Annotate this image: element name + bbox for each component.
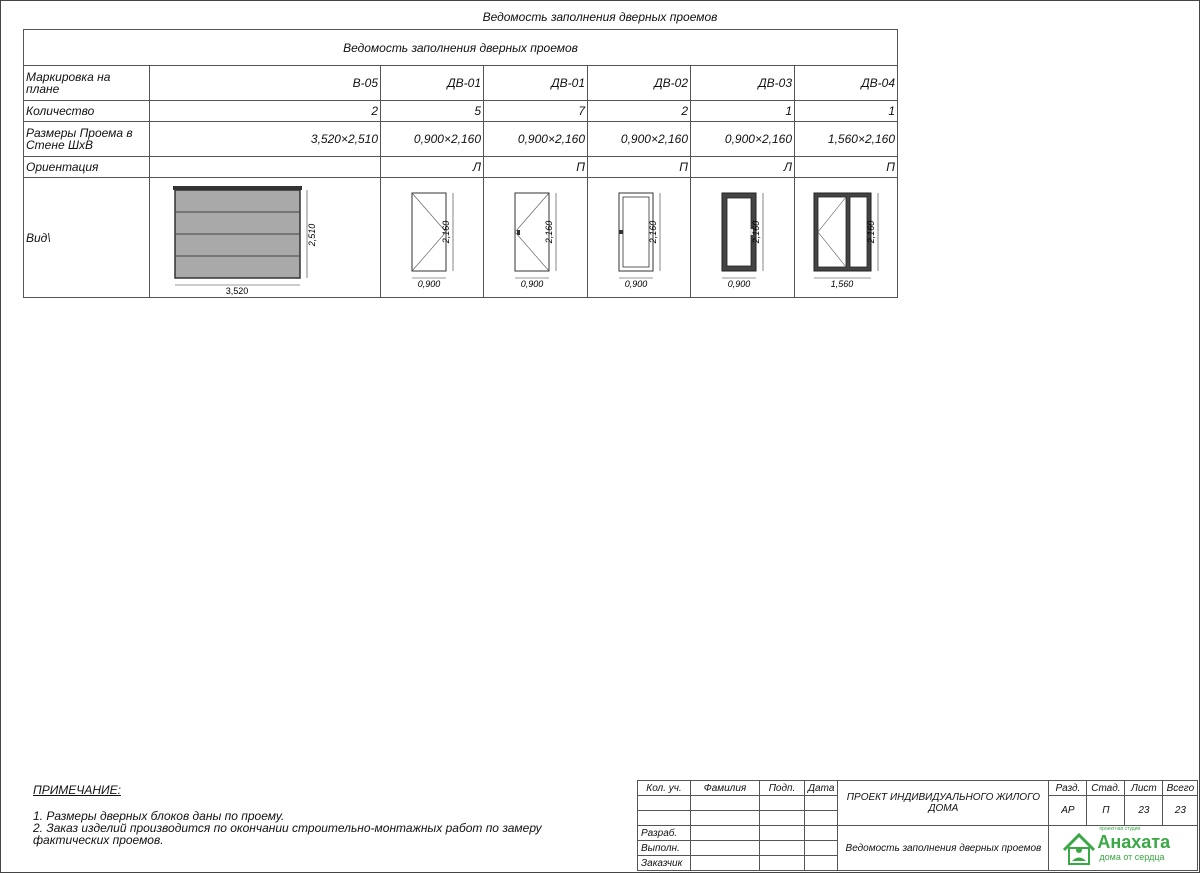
row-label-view: Вид\ xyxy=(24,178,150,298)
dim-height: 2,160 xyxy=(544,220,554,243)
meta-header: Всего xyxy=(1163,781,1198,796)
row-label-qty: Количество xyxy=(24,101,150,122)
view-door xyxy=(691,178,795,298)
cell-orient xyxy=(150,157,381,178)
stamp-col-header: Фамилия xyxy=(691,781,760,796)
note-line: фактических проемов. xyxy=(33,833,164,847)
stamp-col-header: Дата xyxy=(805,781,838,796)
cell-mark: В-05 xyxy=(150,66,381,101)
page-title: Ведомость заполнения дверных проемов xyxy=(482,10,718,24)
cell-qty: 1 xyxy=(795,101,898,122)
stamp-role: Заказчик xyxy=(638,856,691,871)
cell-orient: Л xyxy=(691,157,795,178)
meta-value: АР xyxy=(1049,796,1087,826)
cell-qty: 5 xyxy=(381,101,484,122)
cell-size: 0,900×2,160 xyxy=(588,122,691,157)
dim-height: 2,160 xyxy=(648,220,658,243)
cell-orient: П xyxy=(484,157,588,178)
project-name: ПРОЕКТ ИНДИВИДУАЛЬНОГО ЖИЛОГО ДОМА xyxy=(838,781,1049,826)
logo xyxy=(1049,826,1198,871)
note-line: 2. Заказ изделий производится по окончании строительно-монтажных работ по замеру xyxy=(33,821,542,835)
stamp-role: Выполн. xyxy=(638,841,691,856)
meta-header: Лист xyxy=(1125,781,1163,796)
view-door xyxy=(484,178,588,298)
door-drawing xyxy=(486,180,585,296)
cell-size: 1,560×2,160 xyxy=(795,122,898,157)
door-drawing xyxy=(383,180,481,296)
view-door xyxy=(795,178,898,298)
dim-width: 0,900 xyxy=(520,278,544,289)
logo-tagline: проектная студия xyxy=(1099,826,1141,832)
house-logo-icon xyxy=(1061,830,1097,866)
cell-mark: ДВ-03 xyxy=(691,66,795,101)
dim-width: 0,900 xyxy=(417,278,441,289)
cell-orient: П xyxy=(588,157,691,178)
title-block xyxy=(637,780,1198,871)
row-label-mark: Маркировка на плане xyxy=(24,66,150,101)
logo-slogan: дома от сердца xyxy=(1099,852,1165,862)
note-line: 1. Размеры дверных блоков даны по проему. xyxy=(33,809,285,823)
cell-size: 0,900×2,160 xyxy=(691,122,795,157)
door-drawing xyxy=(797,180,895,296)
dim-height: 2,160 xyxy=(441,220,451,243)
row-label-orient: Ориентация xyxy=(24,157,150,178)
cell-orient: Л xyxy=(381,157,484,178)
notes-title: ПРИМЕЧАНИЕ: xyxy=(33,783,121,797)
dim-height: 2,160 xyxy=(866,220,876,243)
row-label-size: Размеры Проема в Стене ШхВ xyxy=(24,122,150,157)
cell-size: 0,900×2,160 xyxy=(381,122,484,157)
door-drawing xyxy=(590,180,688,296)
meta-value: П xyxy=(1087,796,1125,826)
door-drawing xyxy=(693,180,792,296)
stamp-role: Разраб. xyxy=(638,826,691,841)
dim-width: 3,520 xyxy=(225,285,249,296)
meta-header: Стад. xyxy=(1087,781,1125,796)
stamp-col-header: Кол. уч. xyxy=(638,781,691,796)
logo-name: Анахата xyxy=(1097,832,1171,852)
cell-size: 0,900×2,160 xyxy=(484,122,588,157)
cell-size: 3,520×2,510 xyxy=(150,122,381,157)
cell-mark: ДВ-01 xyxy=(381,66,484,101)
cell-orient: П xyxy=(795,157,898,178)
door-schedule-table xyxy=(23,29,898,298)
view-garage-door xyxy=(150,178,381,298)
table-header: Ведомость заполнения дверных проемов xyxy=(24,30,898,66)
dim-height: 2,160 xyxy=(751,220,761,243)
meta-value: 23 xyxy=(1163,796,1198,826)
view-door xyxy=(588,178,691,298)
sheet-title: Ведомость заполнения дверных проемов xyxy=(838,826,1049,871)
garage-door-drawing xyxy=(152,180,378,296)
cell-qty: 2 xyxy=(150,101,381,122)
cell-mark: ДВ-04 xyxy=(795,66,898,101)
dim-width: 0,900 xyxy=(624,278,648,289)
dim-width: 0,900 xyxy=(727,278,751,289)
notes xyxy=(33,784,542,846)
view-door xyxy=(381,178,484,298)
cell-qty: 2 xyxy=(588,101,691,122)
meta-header: Разд. xyxy=(1049,781,1087,796)
dim-height: 2,510 xyxy=(307,223,317,246)
cell-mark: ДВ-01 xyxy=(484,66,588,101)
stamp-col-header: Подп. xyxy=(760,781,805,796)
meta-value: 23 xyxy=(1125,796,1163,826)
dim-width: 1,560 xyxy=(830,278,854,289)
cell-mark: ДВ-02 xyxy=(588,66,691,101)
cell-qty: 7 xyxy=(484,101,588,122)
cell-qty: 1 xyxy=(691,101,795,122)
